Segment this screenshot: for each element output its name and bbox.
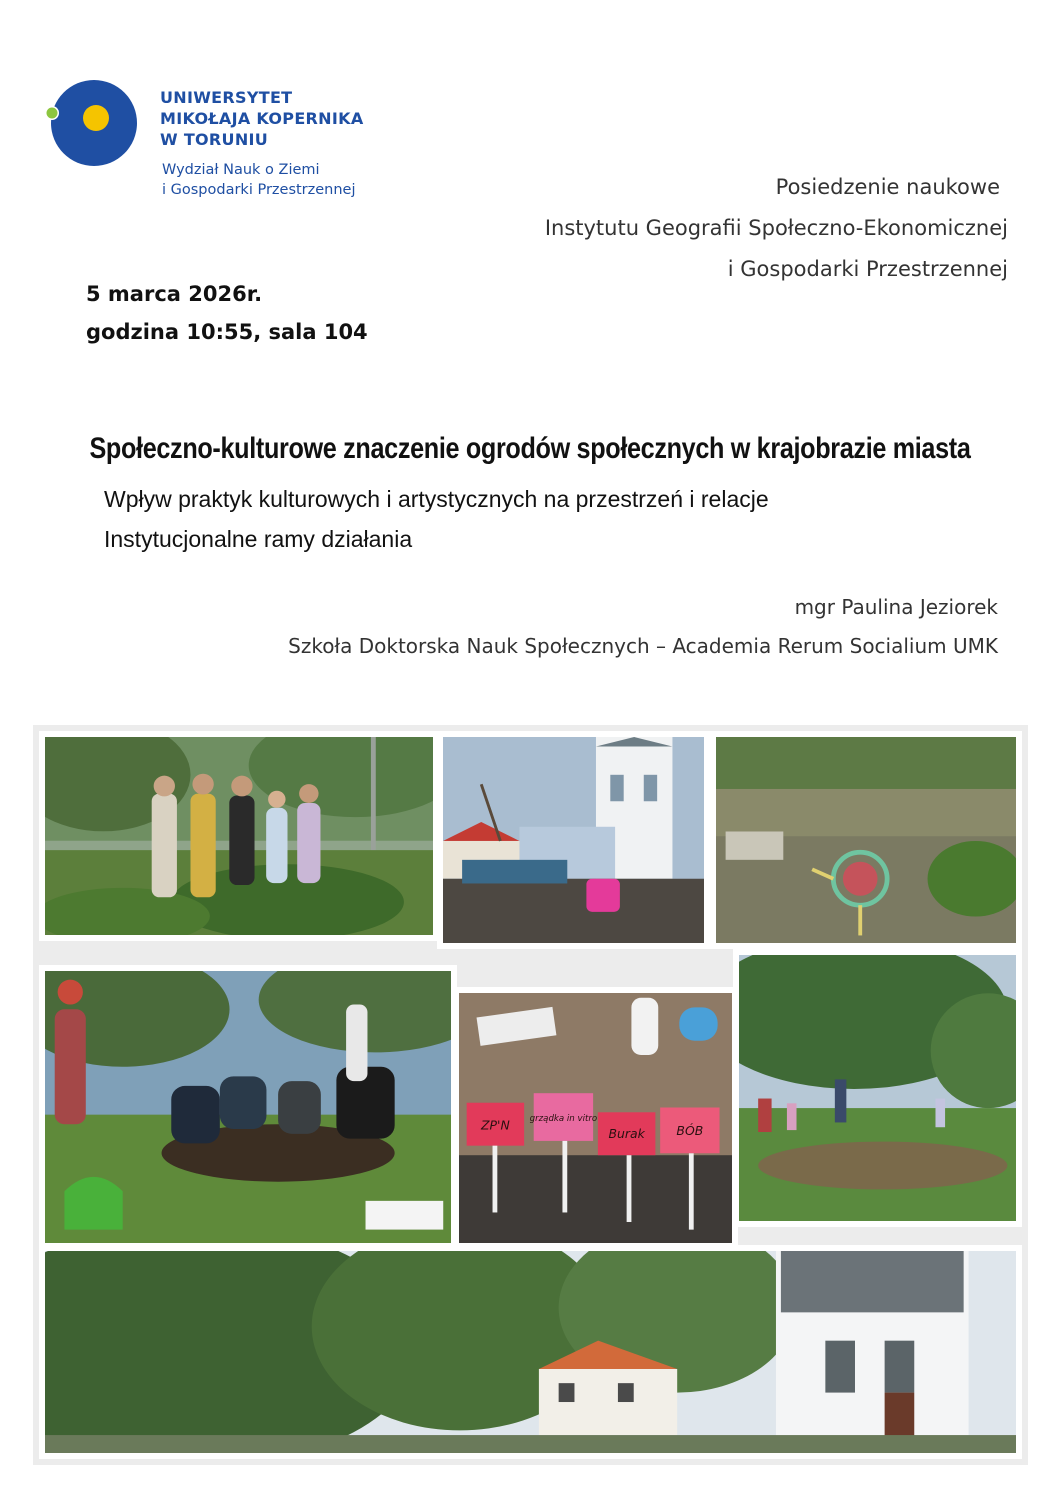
sign-grzadka: grządka in vitro bbox=[529, 1113, 598, 1124]
photo-building-soil bbox=[437, 731, 710, 949]
talk-title: Społeczno-kulturowe znaczenie ogrodów społecznych w krajobrazie miasta bbox=[89, 432, 971, 465]
university-name-line-3: W TORUNIU bbox=[160, 130, 269, 149]
photo-building-panorama bbox=[39, 1245, 1022, 1459]
photo-park-children bbox=[733, 949, 1022, 1227]
university-name-line-1: UNIWERSYTET bbox=[160, 88, 293, 107]
photo-collage bbox=[33, 725, 1028, 1465]
sign-zpn: ZP'N bbox=[481, 1117, 510, 1133]
meeting-line-2: Instytutu Geografii Społeczno-Ekonomicznej bbox=[544, 216, 1008, 240]
sign-burak: Burak bbox=[608, 1126, 645, 1142]
university-name-line-2: MIKOŁAJA KOPERNIKA bbox=[160, 109, 364, 128]
sign-bob: BÓB bbox=[676, 1123, 704, 1139]
photo-women-in-garden bbox=[39, 731, 439, 941]
faculty-name-line-2: i Gospodarki Przestrzennej bbox=[162, 182, 356, 198]
faculty-name-line-1: Wydział Nauk o Ziemi bbox=[162, 162, 320, 178]
event-date: 5 marca 2026r. bbox=[86, 282, 263, 306]
talk-subtitle-1: Wpływ praktyk kulturowych i artystycznych na przestrzeń i relacje bbox=[104, 486, 769, 512]
photo-ground-mosaic bbox=[710, 731, 1022, 949]
event-time-room: godzina 10:55, sala 104 bbox=[86, 320, 368, 344]
speaker-name: mgr Paulina Jeziorek bbox=[794, 595, 998, 619]
university-logo bbox=[44, 80, 140, 166]
photo-people-planting bbox=[39, 965, 457, 1249]
meeting-line-1: Posiedzenie naukowe bbox=[775, 175, 1000, 199]
talk-subtitle-2: Instytucjonalne ramy działania bbox=[104, 526, 413, 552]
speaker-affiliation: Szkoła Doktorska Nauk Społecznych – Academia Rerum Socialium UMK bbox=[288, 634, 998, 658]
meeting-line-3: i Gospodarki Przestrzennej bbox=[727, 257, 1008, 281]
photo-garden-signs bbox=[453, 987, 738, 1249]
